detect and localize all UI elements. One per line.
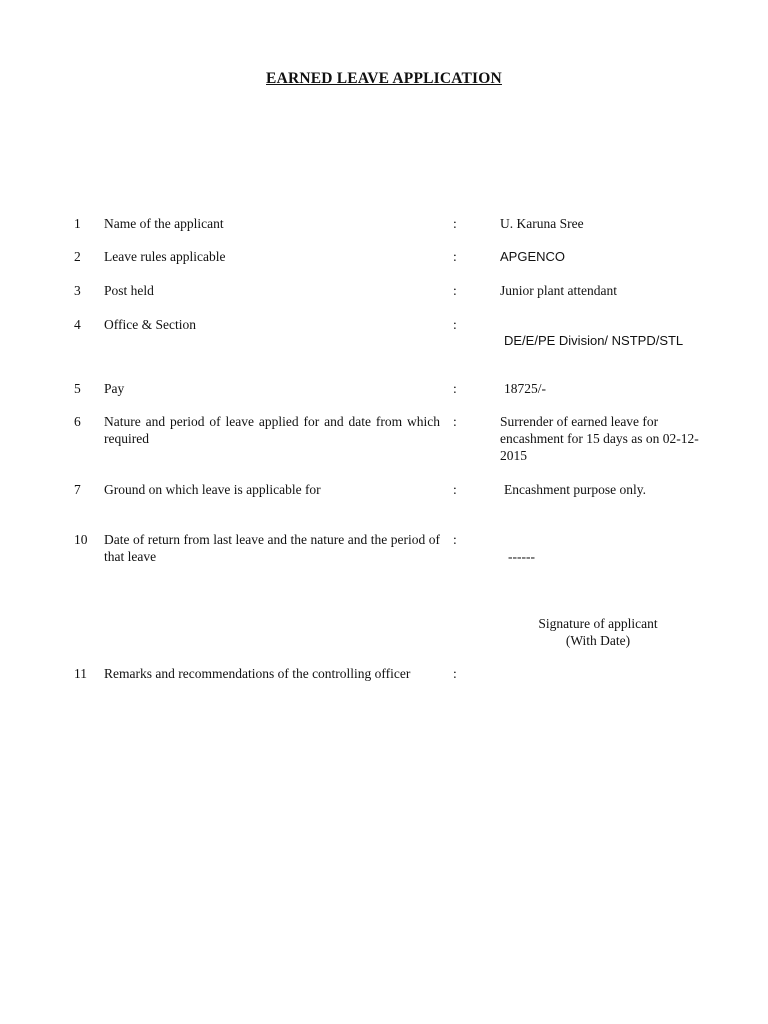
row-number: 2: [74, 249, 81, 264]
row-colon: :: [453, 381, 457, 396]
row-colon: :: [453, 666, 457, 681]
row-value: DE/E/PE Division/ NSTPD/STL: [504, 333, 684, 348]
row-colon: :: [453, 482, 457, 497]
row-value: U. Karuna Sree: [500, 216, 584, 231]
row-number: 4: [74, 317, 81, 332]
row-label: Name of the applicant: [104, 216, 224, 231]
row-label: Post held: [104, 283, 154, 298]
row-value: Surrender of earned leave for encashment for 15 days as on 02-12-2015: [500, 414, 699, 463]
row-value: APGENCO: [500, 249, 566, 264]
row-value: 18725/-: [504, 381, 546, 396]
row-colon: :: [453, 414, 457, 429]
row-label: Nature and period of leave applied for and date from which required: [104, 414, 440, 446]
row-value: Junior plant attendant: [500, 283, 617, 298]
row-value: Encashment purpose only.: [504, 482, 646, 497]
row-colon: :: [453, 249, 457, 264]
signature-label: Signature of applicant: [538, 616, 658, 631]
row-label: Ground on which leave is applicable for: [104, 482, 321, 497]
row-colon: :: [453, 283, 457, 298]
row-number: 7: [74, 482, 81, 497]
row-number: 11: [74, 666, 87, 681]
row-number: 10: [74, 532, 88, 547]
row-label: Remarks and recommendations of the controlling officer: [104, 666, 411, 681]
row-label: Pay: [104, 381, 125, 396]
row-colon: :: [453, 317, 457, 332]
row-colon: :: [453, 532, 457, 547]
row-value: ------: [508, 549, 535, 564]
row-number: 5: [74, 381, 81, 396]
row-label: Leave rules applicable: [104, 249, 226, 264]
document-title: EARNED LEAVE APPLICATION: [266, 70, 502, 87]
signature-date-label: (With Date): [565, 633, 631, 648]
row-number: 1: [74, 216, 81, 231]
row-colon: :: [453, 216, 457, 231]
row-number: 6: [74, 414, 81, 429]
row-number: 3: [74, 283, 81, 298]
row-label: Office & Section: [104, 317, 196, 332]
row-label: Date of return from last leave and the nature and the period of that leave: [104, 532, 440, 564]
